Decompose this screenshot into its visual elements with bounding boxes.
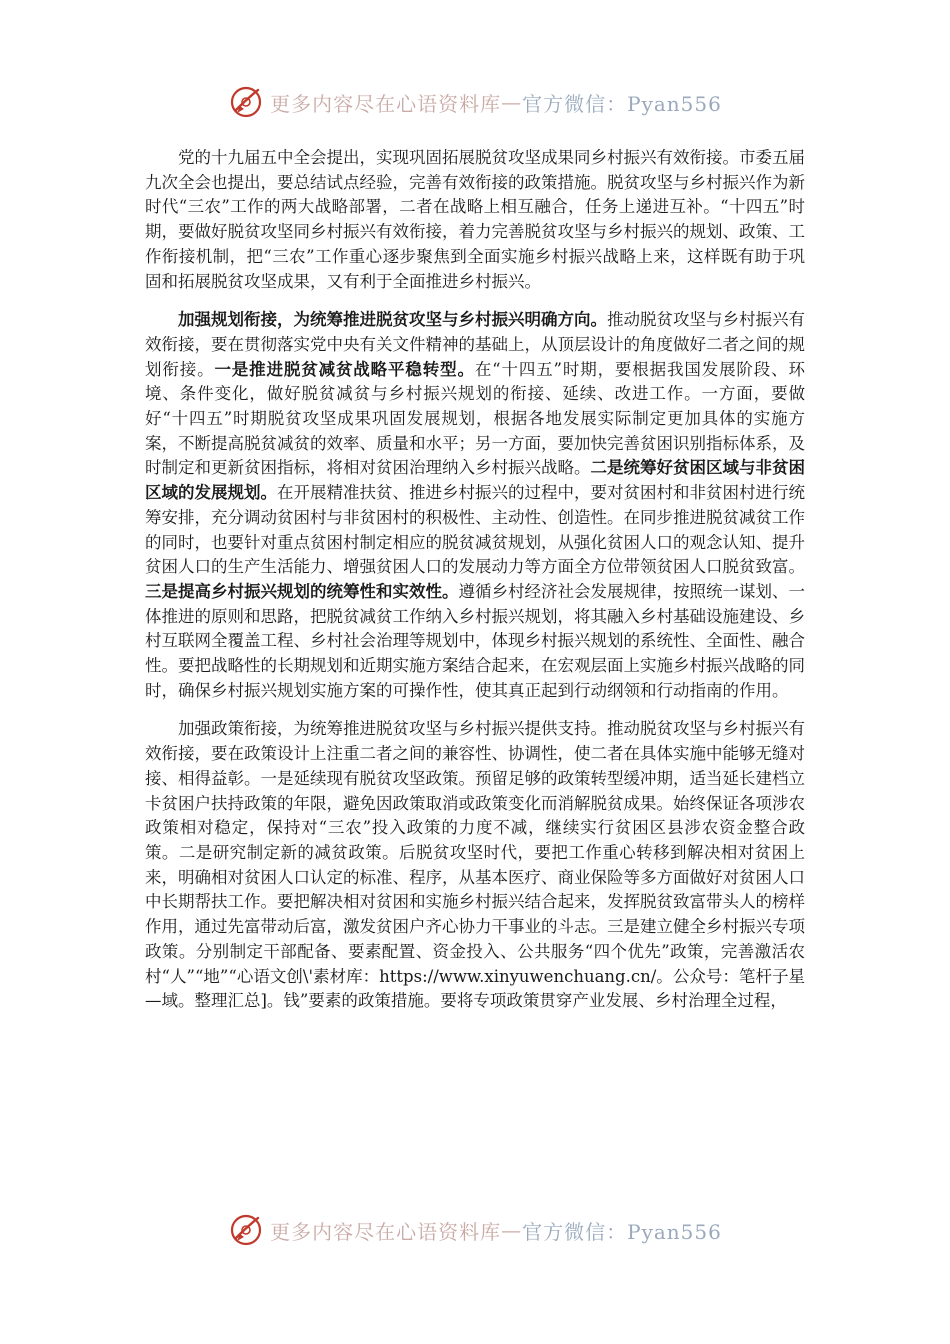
bold-heading-segment: 二是统筹好贫困区域与非贫困区域的发展规划。 — [145, 458, 805, 503]
bold-heading-segment: 三是提高乡村振兴规划的统筹性和实效性。 — [145, 581, 459, 601]
header-banner — [0, 80, 950, 124]
text-segment: 遵循乡村经济社会发展规律，按照统一谋划、一体推进的原则和思路，把脱贫减贫工作纳入乡村振兴规划，将其融入乡村基础设施建设、乡村互联网全覆盖工程、乡村社会治理等规划中，体现乡村振兴规划的系统性、全面性、融合性。要把战略性的长期规划和近期实施方案结合起来，在宏观层面上实施乡村振兴战略的同时，确保乡村振兴规划实施方案的可操作性，使其真正起到行动纲领和行动指南的作用。 — [145, 581, 805, 700]
text-segment: 党的十九届五中全会提出，实现巩固拓展脱贫攻坚成果同乡村振兴有效衔接。市委五届九次全会也提出，要总结试点经验，完善有效衔接的政策措施。脱贫攻坚与乡村振兴作为新时代“三农”工作的两大战略部署，二者在战略上相互融合，任务上递进互补。“十四五”时期，要做好脱贫攻坚同乡村振兴有效衔接，着力完善脱贫攻坚与乡村振兴的规划、政策、工作衔接机制，把“三农”工作重心逐步聚焦到全面实施乡村振兴战略上来，这样既有助于巩固和拓展脱贫攻坚成果，又有利于全面推进乡村振兴。 — [145, 148, 805, 291]
text-segment: 在开展精准扶贫、推进乡村振兴的过程中，要对贫困村和非贫困村进行统筹安排，充分调动贫困村与非贫困村的积极性、主动性、创造性。在同步推进脱贫减贫工作的同时，也要针对重点贫困村制定相应的脱贫减贫规划，从强化贫困人口的观念认知、提升贫困人口的生产生活能力、增强贫困人口的发展动力等方面全方位带领贫困人口脱贫致富。 — [145, 483, 805, 577]
banner-site-text: 更多内容尽在心语资料库 — [270, 1219, 502, 1244]
paragraph — [145, 717, 805, 1013]
brand-logo-icon — [228, 84, 264, 120]
banner-wechat-text: 官方微信：Pyan556 — [522, 91, 722, 116]
brand-logo-icon — [228, 1212, 264, 1248]
bold-heading-segment: 一是推进脱贫减贫战略平稳转型。 — [214, 359, 475, 379]
banner-site-text: 更多内容尽在心语资料库 — [270, 91, 502, 116]
text-segment: 加强政策衔接，为统筹推进脱贫攻坚与乡村振兴提供支持。推动脱贫攻坚与乡村振兴有效衔接，要在政策设计上注重二者之间的兼容性、协调性，使二者在具体实施中能够无缝对接、相得益彰。一是延续现有脱贫攻坚政策。预留足够的政策转型缓冲期，适当延长建档立卡贫困户扶持政策的年限，避免因政策取消或政策变化而消解脱贫成果。始终保证各项涉农政策相对稳定，保持对“三农”投入政策的力度不减，继续实行贫困区县涉农资金整合政策。二是研究制定新的减贫政策。后脱贫攻坚时代，要把工作重心转移到解决相对贫困上来，明确相对贫困人口认定的标准、程序，从基本医疗、商业保险等多方面做好对贫困人口中长期帮扶工作。要把解决相对贫困和实施乡村振兴结合起来，发挥脱贫致富带头人的榜样作用，通过先富带动后富，激发贫困户齐心协力干事业的斗志。三是建立健全乡村振兴专项政策。分别制定干部配备、要素配置、资金投入、公共服务“四个优先”政策，完善激活农村“人”“地”“心语文创\'素材库：https://www.xinyuwenchuang.cn/。公众号：笔杆子星—域。整理汇总]。钱”要素的政策措施。要将专项政策贯穿产业发展、乡村治理全过程， — [145, 719, 805, 1011]
footer-banner — [0, 1208, 950, 1252]
banner-separator: — — [501, 90, 523, 114]
document-body — [145, 146, 805, 1014]
banner-wechat-text: 官方微信：Pyan556 — [522, 1219, 722, 1244]
bold-heading-segment: 加强规划衔接，为统筹推进脱贫攻坚与乡村振兴明确方向。 — [178, 310, 607, 330]
text-segment: 在“十四五”时期，要根据我国发展阶段、环境、条件变化，做好脱贫减贫与乡村振兴规划的衔接、延续、改进工作。一方面，要做好“十四五”时期脱贫攻坚成果巩固发展规划，根据各地发展实际制定更加具体的实施方案，不断提高脱贫减贫的效率、质量和水平；另一方面，要加快完善贫困识别指标体系，及时制定和更新贫困指标，将相对贫困治理纳入乡村振兴战略。 — [145, 359, 806, 478]
text-segment: 推动脱贫攻坚与乡村振兴有效衔接，要在贯彻落实党中央有关文件精神的基础上，从顶层设计的角度做好二者之间的规划衔接。 — [145, 310, 805, 379]
paragraph — [145, 308, 805, 703]
banner-separator: — — [501, 1218, 523, 1242]
paragraph — [145, 146, 805, 294]
